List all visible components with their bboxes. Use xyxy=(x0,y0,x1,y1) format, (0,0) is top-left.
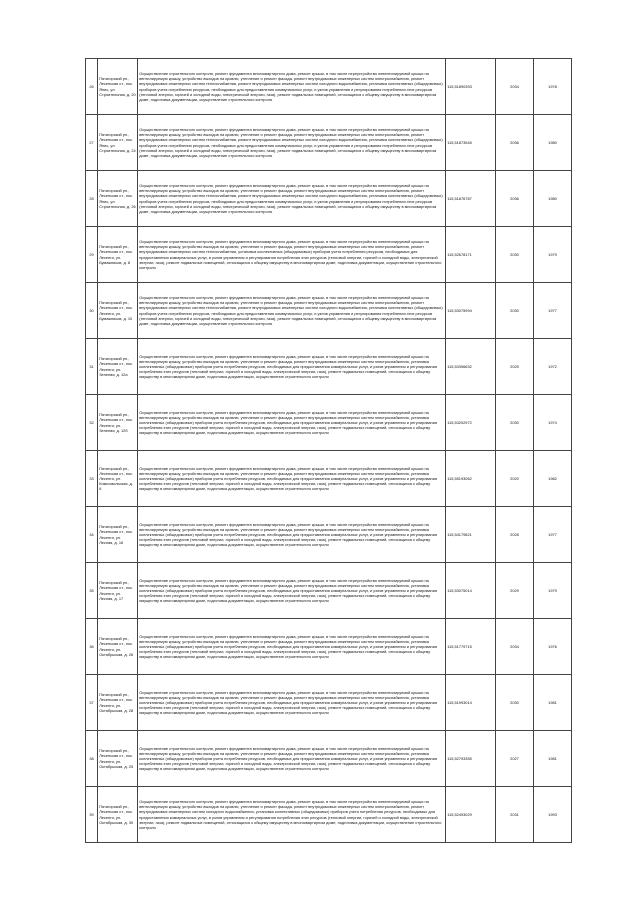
row-cost-value: 115,51779715 xyxy=(446,619,496,675)
table-row xyxy=(86,619,572,675)
row-address: Пятигорский рн., Лесенская ст., пос. Лесенги, ул. Октябрьская, д. 26 xyxy=(98,619,138,675)
row-cost-value: 115,52493029 xyxy=(446,787,496,843)
row-cost-value: 115,51873545 xyxy=(446,115,496,171)
row-cost-value: 115,53075994 xyxy=(446,283,496,339)
row-number: 29 xyxy=(86,227,98,283)
table-row xyxy=(86,787,572,843)
row-works-description: Осуществление строительного контроля, ремонт фундамента многоквартирного дома, ремонт крыши, в том числе переустройство невентилируемой крыши на вентилируемую крышу, устройство выходов на кровлю, утепление и ремонт фасада, ремонт внутридомовых инженерных систем электроснабжения, установка коллективных (общедомовых) приборов учета потребления ресурсов, необходимых для предоставления коммунальных услуг, и узлов управления и регулирования потребления этих ресурсов (тепловой энергии, горячей и холодной воды, электрической энергии, газа), ремонт подвальных помещений, относящихся к общему имуществу в многоквартирном доме, подготовка документации, осуществление строительного контроля xyxy=(138,339,446,395)
row-number: 32 xyxy=(86,395,98,451)
row-number: 38 xyxy=(86,731,98,787)
table-body xyxy=(86,59,572,843)
table-row xyxy=(86,563,572,619)
row-planned-year: 2028 xyxy=(496,507,534,563)
row-works-description: Осуществление строительного контроля, ремонт фундамента многоквартирного дома, ремонт крыши, в том числе переустройство невентилируемой крыши на вентилируемую крышу, устройство выходов на кровлю, утепление и ремонт фасада, ремонт внутридомовых инженерных систем электроснабжения, установка коллективных (общедомовых) приборов учета потребления ресурсов, необходимых для предоставления коммунальных услуг, и узлов управления и регулирования потребления этих ресурсов (тепловой энергии, горячей и холодной воды, электрической энергии, газа), ремонт подвальных помещений, относящихся к общему имуществу в многоквартирном доме, подготовка документации, осуществление строительного контроля xyxy=(138,563,446,619)
row-address: Пятигорский рн., Лесенская ст., пос. Лесенги, ул. Октябрьская, д. 25 xyxy=(98,731,138,787)
row-planned-year: 2036 xyxy=(496,171,534,227)
table-row xyxy=(86,731,572,787)
row-built-year: 1977 xyxy=(534,283,572,339)
row-works-description: Осуществление строительного контроля, ремонт фундамента многоквартирного дома, ремонт крыши, в том числе переустройство невентилируемой крыши на вентилируемую крышу, устройство выходов на кровлю, утепление и ремонт фасада, ремонт внутридомовых инженерных систем электроснабжения, установка коллективных (общедомовых) приборов учета потребления ресурсов, необходимых для предоставления коммунальных услуг, и узлов управления и регулирования потребления этих ресурсов (тепловой энергии, горячей и холодной воды, электрической энергии, газа), ремонт подвальных помещений, относящихся к общему имуществу в многоквартирном доме, подготовка документации, осуществление строительного контроля xyxy=(138,731,446,787)
row-number: 28 xyxy=(86,171,98,227)
row-works-description: Осуществление строительного контроля, ремонт фундамента многоквартирного дома, ремонт крыши, в том числе переустройство невентилируемой крыши на вентилируемую крышу, устройство выходов на кровлю, утепление и ремонт фасада, ремонт внутридомовых инженерных систем электроснабжения, ремонт внутридомовых инженерных систем теплоснабжения, установка коллективных (общедомовых) приборов учета потребления ресурсов, необходимых для предоставления коммунальных услуг, и узлов управления и регулирования потребления этих ресурсов (тепловой энергии, горячей и холодной воды, электрической энергии, газа), ремонт подвальных помещений, относящихся к общему имуществу в многоквартирном доме, подготовка документации, осуществление строительного контроля xyxy=(138,227,446,283)
row-address: Пятигорский рн., Лесенская ст., пос. Лесенги, ул. Лесная, д. 17 xyxy=(98,563,138,619)
row-works-description: Осуществление строительного контроля, ремонт фундамента многоквартирного дома, ремонт крыши, в том числе переустройство невентилируемой крыши на вентилируемую крышу, устройство выходов на кровлю, утепление и ремонт фасада, ремонт внутридомовых инженерных систем электроснабжения, установка коллективных (общедомовых) приборов учета потребления ресурсов, необходимых для предоставления коммунальных услуг, и узлов управления и регулирования потребления этих ресурсов (тепловой энергии, горячей и холодной воды, электрической энергии, газа), ремонт подвальных помещений, относящихся к общему имуществу в многоквартирном доме, подготовка документации, осуществление строительного контроля xyxy=(138,451,446,507)
row-planned-year: 2030 xyxy=(496,227,534,283)
table-row xyxy=(86,675,572,731)
row-works-description: Осуществление строительного контроля, ремонт фундамента многоквартирного дома, ремонт крыши, в том числе переустройство невентилируемой крыши на вентилируемую крышу, устройство выходов на кровлю, утепление и ремонт фасада, ремонт внутридомовых инженерных систем электроснабжения, ремонт внутридомовых инженерных систем теплоснабжения, ремонт внутридомовых инженерных систем холодного водоснабжения, установка коллективных (общедомовых) приборов учета потребления ресурсов, необходимых для предоставления коммунальных услуг, и узлов управления и регулирования потребления этих ресурсов (тепловой энергии, горячей и холодной воды, электрической энергии, газа), ремонт подвальных помещений, относящихся к общему имуществу в многоквартирном доме, подготовка документации, осуществление строительного контроля xyxy=(138,59,446,115)
row-works-description: Осуществление строительного контроля, ремонт фундамента многоквартирного дома, ремонт крыши, в том числе переустройство невентилируемой крыши на вентилируемую крышу, устройство выходов на кровлю, утепление и ремонт фасада, ремонт внутридомовых инженерных систем электроснабжения, ремонт внутридомовых инженерных систем теплоснабжения, ремонт внутридомовых инженерных систем холодного водоснабжения, установка коллективных (общедомовых) приборов учета потребления ресурсов, необходимых для предоставления коммунальных услуг, и узлов управления и регулирования потребления этих ресурсов (тепловой энергии, горячей и холодной воды, электрической энергии, газа), ремонт подвальных помещений, относящихся к общему имуществу в многоквартирном доме, подготовка документации, осуществление строительного контроля xyxy=(138,115,446,171)
row-address: Пятигорский рн., Лесенская ст., пос. Янис, ул. Строительная, д. 26 xyxy=(98,171,138,227)
row-built-year: 1972 xyxy=(534,339,572,395)
row-planned-year: 2034 xyxy=(496,619,534,675)
row-address: Пятигорский рн., Лесенская ст., пос. Лесенги, ул. Комсомольская, д. 6 xyxy=(98,451,138,507)
row-built-year: 1981 xyxy=(534,731,572,787)
row-address: Пятигорский рн., Лесенская ст., пос. Лесенги, ул. Бумажников, д. 10 xyxy=(98,283,138,339)
table-row xyxy=(86,395,572,451)
row-built-year: 1981 xyxy=(534,675,572,731)
row-number: 27 xyxy=(86,115,98,171)
row-built-year: 1980 xyxy=(534,171,572,227)
row-address: Пятигорский рн., Лесенская ст., пос. Лесенги, ул. Зеленая, д. 12б xyxy=(98,395,138,451)
row-address: Пятигорский рн., Лесенская ст., пос. Лесенги, ул. Лесная, д. 16 xyxy=(98,507,138,563)
row-planned-year: 2027 xyxy=(496,731,534,787)
row-works-description: Осуществление строительного контроля, ремонт фундамента многоквартирного дома, ремонт крыши, в том числе переустройство невентилируемой крыши на вентилируемую крышу, устройство выходов на кровлю, утепление и ремонт фасада, ремонт внутридомовых инженерных систем электроснабжения, установка коллективных (общедомовых) приборов учета потребления ресурсов, необходимых для предоставления коммунальных услуг, и узлов управления и регулирования потребления этих ресурсов (тепловой энергии, горячей и холодной воды, электрической энергии, газа), ремонт подвальных помещений, относящихся к общему имуществу в многоквартирном доме, подготовка документации, осуществление строительного контроля xyxy=(138,619,446,675)
row-number: 35 xyxy=(86,563,98,619)
row-address: Пятигорский рн., Лесенская ст., пос. Янис, ул. Строительная, д. 20 xyxy=(98,59,138,115)
row-cost-value: 115,51876787 xyxy=(446,171,496,227)
row-planned-year: 2031 xyxy=(496,787,534,843)
row-planned-year: 2025 xyxy=(496,339,534,395)
row-works-description: Осуществление строительного контроля, ремонт фундамента многоквартирного дома, ремонт крыши, в том числе переустройство невентилируемой крыши на вентилируемую крышу, устройство выходов на кровлю, утепление и ремонт фасада, ремонт внутридомовых инженерных систем электроснабжения, ремонт внутридомовых инженерных систем теплоснабжения, ремонт внутридомовых инженерных систем холодного водоснабжения, установка коллективных (общедомовых) приборов учета потребления ресурсов, необходимых для предоставления коммунальных услуг, и узлов управления и регулирования потребления этих ресурсов (тепловой энергии, горячей и холодной воды, электрической энергии, газа), ремонт подвальных помещений, относящихся к общему имуществу в многоквартирном доме, подготовка документации, осуществление строительного контроля xyxy=(138,283,446,339)
table-row xyxy=(86,283,572,339)
row-cost-value: 115,55193062 xyxy=(446,451,496,507)
row-cost-value: 115,51993014 xyxy=(446,675,496,731)
row-cost-value: 115,53202972 xyxy=(446,395,496,451)
table-row xyxy=(86,451,572,507)
row-cost-value: 115,53075014 xyxy=(446,563,496,619)
row-address: Пятигорский рн., Лесенская ст., пос. Янис, ул. Строительная, д. 24 xyxy=(98,115,138,171)
row-planned-year: 2029 xyxy=(496,563,534,619)
row-cost-value: 115,51890393 xyxy=(446,59,496,115)
row-number: 30 xyxy=(86,283,98,339)
table-row xyxy=(86,507,572,563)
row-planned-year: 2030 xyxy=(496,395,534,451)
row-built-year: 1980 xyxy=(534,115,572,171)
row-address: Пятигорский рн., Лесенская ст., пос. Лесенги, ул. Октябрьская, д. 28 xyxy=(98,675,138,731)
row-built-year: 1993 xyxy=(534,787,572,843)
row-works-description: Осуществление строительного контроля, ремонт фундамента многоквартирного дома, ремонт крыши, в том числе переустройство невентилируемой крыши на вентилируемую крышу, устройство выходов на кровлю, утепление и ремонт фасада, ремонт внутридомовых инженерных систем электроснабжения, ремонт внутридомовых инженерных систем теплоснабжения, ремонт внутридомовых инженерных систем холодного водоснабжения, установка коллективных (общедомовых) приборов учета потребления ресурсов, необходимых для предоставления коммунальных услуг, и узлов управления и регулирования потребления этих ресурсов (тепловой энергии, горячей и холодной воды, электрической энергии, газа), ремонт подвальных помещений, относящихся к общему имуществу в многоквартирном доме, подготовка документации, осуществление строительного контроля xyxy=(138,171,446,227)
row-cost-value: 115,52678171 xyxy=(446,227,496,283)
row-planned-year: 2034 xyxy=(496,59,534,115)
table-row xyxy=(86,115,572,171)
row-works-description: Осуществление строительного контроля, ремонт фундамента многоквартирного дома, ремонт крыши, в том числе переустройство невентилируемой крыши на вентилируемую крышу, устройство выходов на кровлю, утепление и ремонт фасада, ремонт внутридомовых инженерных систем электроснабжения, установка коллективных (общедомовых) приборов учета потребления ресурсов, необходимых для предоставления коммунальных услуг, и узлов управления и регулирования потребления этих ресурсов (тепловой энергии, горячей и холодной воды, электрической энергии, газа), ремонт подвальных помещений, относящихся к общему имуществу в многоквартирном доме, подготовка документации, осуществление строительного контроля xyxy=(138,395,446,451)
row-cost-value: 115,54179821 xyxy=(446,507,496,563)
row-works-description: Осуществление строительного контроля, ремонт фундамента многоквартирного дома, ремонт крыши, в том числе переустройство невентилируемой крыши на вентилируемую крышу, устройство выходов на кровлю, утепление и ремонт фасада, ремонт внутридомовых инженерных систем электроснабжения, установка коллективных (общедомовых) приборов учета потребления ресурсов, необходимых для предоставления коммунальных услуг, и узлов управления и регулирования потребления этих ресурсов (тепловой энергии, горячей и холодной воды, электрической энергии, газа), ремонт подвальных помещений, относящихся к общему имуществу в многоквартирном доме, подготовка документации, осуществление строительного контроля xyxy=(138,507,446,563)
row-built-year: 1978 xyxy=(534,59,572,115)
row-address: Пятигорский рн., Лесенская ст., пос. Лесенги, ул. Зеленая, д. 12а xyxy=(98,339,138,395)
row-planned-year: 2036 xyxy=(496,115,534,171)
row-cost-value: 115,52793355 xyxy=(446,731,496,787)
row-cost-value: 115,53396632 xyxy=(446,339,496,395)
row-built-year: 1977 xyxy=(534,507,572,563)
row-planned-year: 2030 xyxy=(496,283,534,339)
row-number: 34 xyxy=(86,507,98,563)
table-row xyxy=(86,339,572,395)
row-works-description: Осуществление строительного контроля, ремонт фундамента многоквартирного дома, ремонт крыши, в том числе переустройство невентилируемой крыши на вентилируемую крышу, устройство выходов на кровлю, утепление и ремонт фасада, ремонт внутридомовых инженерных систем электроснабжения, установка коллективных (общедомовых) приборов учета потребления ресурсов, необходимых для предоставления коммунальных услуг, и узлов управления и регулирования потребления этих ресурсов (тепловой энергии, горячей и холодной воды, электрической энергии, газа), ремонт подвальных помещений, относящихся к общему имуществу в многоквартирном доме, подготовка документации, осуществление строительного контроля xyxy=(138,675,446,731)
row-number: 39 xyxy=(86,787,98,843)
row-number: 33 xyxy=(86,451,98,507)
repair-register-table xyxy=(85,58,572,843)
row-works-description: Осуществление строительного контроля, ремонт фундамента многоквартирного дома, ремонт крыши, в том числе переустройство невентилируемой крыши на вентилируемую крышу, устройство выходов на кровлю, утепление и ремонт фасада, ремонт внутридомовых инженерных систем электроснабжения, ремонт внутридомовых инженерных систем холодного водоснабжения, установка коллективных (общедомовых) приборов учета потребления ресурсов, необходимых для предоставления коммунальных услуг, и узлов управления и регулирования потребления этих ресурсов (тепловой энергии, горячей и холодной воды, электрической энергии, газа), ремонт подвальных помещений, относящихся к общему имуществу в многоквартирном доме, подготовка документации, осуществление строительного контроля xyxy=(138,787,446,843)
table-row xyxy=(86,59,572,115)
table-row xyxy=(86,227,572,283)
row-planned-year: 2020 xyxy=(496,451,534,507)
row-built-year: 1979 xyxy=(534,563,572,619)
row-built-year: 1982 xyxy=(534,451,572,507)
row-built-year: 1979 xyxy=(534,227,572,283)
row-address: Пятигорский рн., Лесенская ст., пос. Лесенги, ул. Октябрьская, д. 30 xyxy=(98,787,138,843)
row-address: Пятигорский рн., Лесенская ст., пос. Лесенги, ул. Бумажников, д. 8 xyxy=(98,227,138,283)
row-planned-year: 2030 xyxy=(496,675,534,731)
table-row xyxy=(86,171,572,227)
row-number: 36 xyxy=(86,619,98,675)
row-number: 37 xyxy=(86,675,98,731)
row-built-year: 1976 xyxy=(534,619,572,675)
row-number: 26 xyxy=(86,59,98,115)
row-built-year: 1974 xyxy=(534,395,572,451)
row-number: 31 xyxy=(86,339,98,395)
